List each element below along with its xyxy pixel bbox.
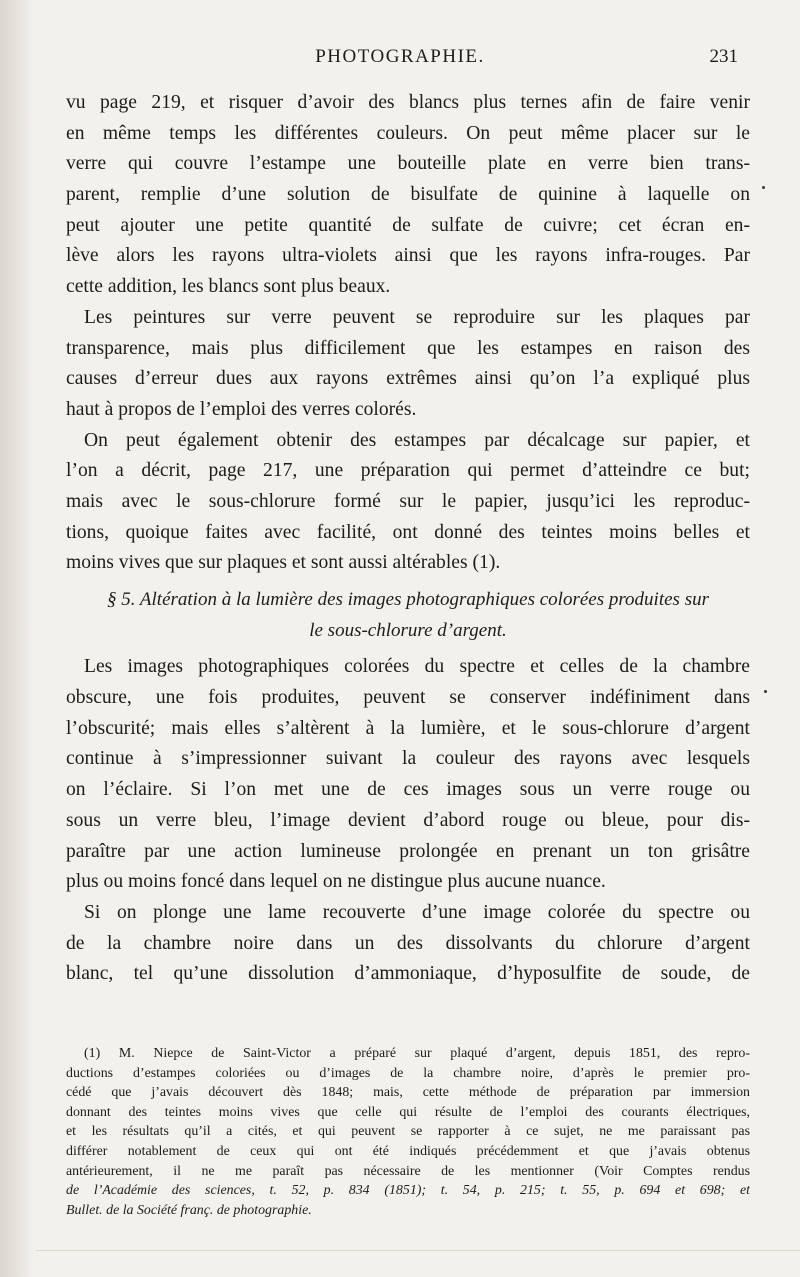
footnote-line: donnant des teintes moins vives que celle qui résulte de l’emploi des courants électriques,: [66, 1104, 750, 1120]
page-bottom-edge: [36, 1250, 800, 1251]
text-line: transparence, mais plus difficilement que les estampes en raison des: [66, 337, 750, 359]
main-text: [66, 88, 750, 990]
page-gutter-shadow: [0, 0, 34, 1277]
text-line: en même temps les différentes couleurs. On peut même placer sur le: [66, 122, 750, 144]
footnote-line: ductions d’estampes coloriées ou d’images de la chambre noire, d’après le premier pro-: [66, 1065, 750, 1081]
text-line: On peut également obtenir des estampes par décalcage sur papier, et: [84, 429, 750, 451]
text-line: l’on a décrit, page 217, une préparation qui permet d’atteindre ce but;: [66, 460, 750, 482]
text-line: Les peintures sur verre peuvent se reproduire sur les plaques par: [84, 306, 750, 328]
text-line: l’obscurité; mais elles s’altèrent à la lumière, et le sous-chlorure d’argent: [66, 717, 750, 739]
footnote-line: différer notablement de ceux qui ont été indiqués précédemment et que j’avais obtenus: [66, 1143, 750, 1159]
text-line: Les images photographiques colorées du spectre et celles de la chambre: [84, 656, 750, 678]
footnote-line: Bullet. de la Société franç. de photographie.: [66, 1202, 312, 1218]
text-line: de la chambre noire dans un des dissolvants du chlorure d’argent: [66, 932, 750, 954]
text-line: blanc, tel qu’une dissolution d’ammoniaque, d’hyposulfite de soude, de: [66, 963, 750, 985]
text-line: tions, quoique faites avec facilité, ont donné des teintes moins belles et: [66, 521, 750, 543]
text-line: continue à s’impressionner suivant la couleur des rayons avec lesquels: [66, 748, 750, 770]
section-title-continued: le sous-chlorure d’argent.: [309, 619, 507, 641]
text-line: obscure, une fois produites, peuvent se conserver indéfiniment dans: [66, 687, 750, 709]
text-line: peut ajouter une petite quantité de sulfate de cuivre; cet écran en-: [66, 214, 750, 236]
footnote-line: et les résultats qu’il a cités, et qui peuvent se rapporter à ce sujet, ne me paraissant pas: [66, 1124, 750, 1140]
text-line: moins vives que sur plaques et sont aussi altérables (1).: [66, 552, 501, 574]
footnote-line: de l’Académie des sciences, t. 52, p. 834 (1851); t. 54, p. 215; t. 55, p. 694 et 698; et: [66, 1183, 750, 1199]
text-line: sous un verre bleu, l’image devient d’abord rouge ou bleue, pour dis-: [66, 809, 750, 831]
footnotes: [66, 1044, 750, 1220]
text-line: paraître par une action lumineuse prolongée en prenant un ton grisâtre: [66, 840, 750, 862]
text-line: cette addition, les blancs sont plus beaux.: [66, 276, 391, 298]
text-line: causes d’erreur dues aux rayons extrêmes ainsi qu’on l’a expliqué plus: [66, 368, 750, 390]
text-line: parent, remplie d’une solution de bisulfate de quinine à laquelle on: [66, 184, 750, 206]
text-line: mais avec le sous-chlorure formé sur le papier, jusqu’ici les reproduc-: [66, 490, 750, 512]
running-head: PHOTOGRAPHIE.: [315, 46, 485, 67]
text-line: lève alors les rayons ultra-violets ainsi que les rayons infra-rouges. Par: [66, 245, 750, 267]
text-line: Si on plonge une lame recouverte d’une image colorée du spectre ou: [84, 901, 750, 923]
footnote-line: cédé que j’avais découvert dès 1848; mais, cette méthode de préparation par immersion: [66, 1085, 750, 1101]
text-line: on l’éclaire. Si l’on met une de ces images sous un verre rouge ou: [66, 779, 750, 801]
text-line: vu page 219, et risquer d’avoir des blancs plus ternes afin de faire venir: [66, 92, 750, 113]
footnote-line: (1) M. Niepce de Saint-Victor a préparé sur plaqué d’argent, depuis 1851, des repro-: [84, 1046, 750, 1061]
section-title: § 5. Altération à la lumière des images photographiques colorées produites sur: [107, 589, 709, 610]
page-number: 231: [709, 46, 738, 67]
page-header: [0, 46, 800, 78]
text-line: verre qui couvre l’estampe une bouteille plate en verre bien trans-: [66, 153, 750, 175]
text-line: haut à propos de l’emploi des verres colorés.: [66, 398, 417, 420]
ink-speck: [762, 186, 765, 189]
text-line: plus ou moins foncé dans lequel on ne distingue plus aucune nuance.: [66, 871, 606, 893]
footnote-line: antérieurement, il ne me paraît pas nécessaire de les mentionner (Voir Comptes rendus: [66, 1163, 750, 1179]
ink-speck: [764, 690, 767, 693]
